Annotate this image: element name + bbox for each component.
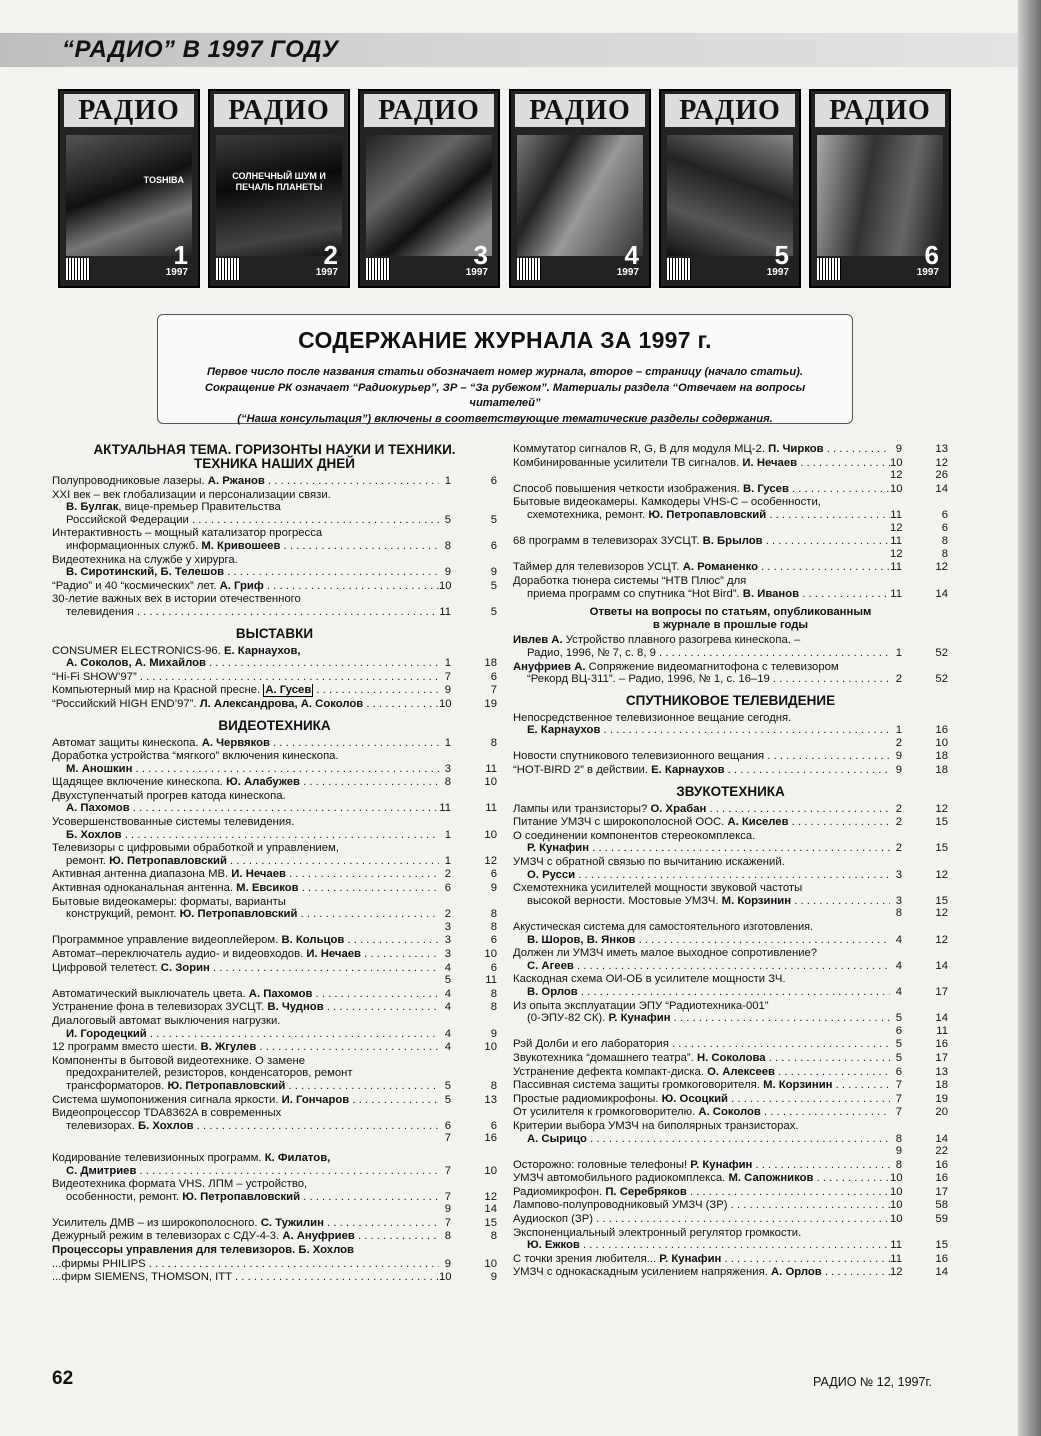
section-title-topical: [52, 443, 497, 471]
toc-entry: Комбинированные усилители ТВ сигналов. И. Нечаев . . . 10 12 12 26: [513, 457, 948, 482]
magazine-cover-4: [509, 89, 651, 288]
page-header-title: “РАДИО” В 1997 ГОДУ: [62, 36, 339, 63]
toc-entry: Из опыта эксплуатации ЭПУ “Радиотехника-001” (0-ЭПУ-82 СК). Р. Кунафин . . . 5 14 6 11: [513, 1000, 948, 1038]
toc-entry: 30-летие важных вех в истории отечественного телевидения . . . 11 5: [52, 593, 497, 618]
toc-entry: Каскодная схема ОИ-ОБ в усилителе мощности ЗЧ. В. Орлов . . . 4 17: [513, 973, 948, 998]
cover-number: 4 1997: [616, 240, 639, 278]
toc-entry: Аудиоскоп (ЗР) . . . 10 59: [513, 1213, 948, 1226]
toc-entry-heading: Процессоры управления для телевизоров. Б. Хохлов: [52, 1244, 354, 1257]
magazine-cover-1: [58, 89, 200, 288]
toc-entry: Дежурный режим в телевизорах с СДУ-4-3. А. Ануфриев . . . 8 8: [52, 1230, 497, 1243]
toc-entry: Схемотехника усилителей мощности звуковой частоты высокой верности. Мостовые УМЗЧ. М. Корзинин . . . 3 15 8 12: [513, 882, 948, 920]
toc-note-line: (“Наша консультация”) включены в соответствующие тематические разделы содержания.: [237, 412, 773, 425]
barcode-icon: [817, 258, 841, 280]
toc-entry: Телевизоры с цифровыми обработкой и управлением, ремонт. Ю. Петропавловский . . . 1 12: [52, 842, 497, 867]
toc-entry: Система шумопонижения сигнала яркости. И. Гончаров . . . 5 13: [52, 1094, 497, 1107]
toc-entry: Таймер для телевизоров УСЦТ. А. Романенко . . . 11 12: [513, 561, 948, 574]
barcode-icon: [66, 258, 90, 280]
toc-entry: Осторожно: головные телефоны! Р. Кунафин . . . 8 16: [513, 1159, 948, 1172]
section-title-satellite: СПУТНИКОВОЕ ТЕЛЕВИДЕНИЕ: [625, 692, 836, 708]
toc-entry: Кодирование телевизионных программ. К. Филатов, С. Дмитриев . . . 7 10: [52, 1152, 497, 1177]
issue-footer: РАДИО № 12, 1997г.: [813, 1375, 932, 1389]
toc-entry: Активная одноканальная антенна. М. Евсиков . . . 6 9: [52, 882, 497, 895]
section-title-line: ТЕХНИКА НАШИХ ДНЕЙ: [193, 456, 356, 471]
toc-entry: Активная антенна диапазона МВ. И. Нечаев . . . 2 6: [52, 868, 497, 881]
toc-entry: Способ повышения четкости изображения. В. Гусев . . . 10 14: [513, 483, 948, 496]
toc-note-line: Сокращение РК означает “Радиокурьер”, ЗР – “За рубежом”. Материалы раздела “Отвечаем на вопросы читателей”: [204, 381, 806, 409]
toc-entry: Автомат защиты кинескопа. А. Червяков . . . 1 8: [52, 737, 497, 750]
toc-entry: Диалоговый автомат выключения нагрузки. И. Городецкий . . . 4 9: [52, 1015, 497, 1040]
section-title-exhibitions: ВЫСТАВКИ: [235, 625, 314, 641]
barcode-icon: [667, 258, 691, 280]
cover-masthead: РАДИО: [665, 94, 795, 127]
toc-entry: Автоматический выключатель цвета. А. Пахомов . . . 4 8: [52, 988, 497, 1001]
toc-entry: УМЗЧ с однокаскадным усилением напряжения. А. Орлов . . . 12 14: [513, 1266, 948, 1279]
toc-entry: Лампово-полупроводниковый УМЗЧ (ЗР) . . . 10 58: [513, 1199, 948, 1212]
cover-masthead: РАДИО: [815, 94, 945, 127]
section-title-line: АКТУАЛЬНАЯ ТЕМА. ГОРИЗОНТЫ НАУКИ И ТЕХНИКИ.: [93, 442, 456, 457]
toc-entry: УМЗЧ автомобильного радиокомплекса. М. Сапожников . . . 10 16: [513, 1172, 948, 1185]
toc-entry: Лампы или транзисторы? О. Храбан . . . 2 12: [513, 803, 948, 816]
toc-entry: Пассивная система защиты громкоговорителя. М. Корзинин . . . 7 18: [513, 1079, 948, 1092]
toc-entry: XXI век – век глобализации и персонализации связи. В. Булгак, вице-премьер Правительства Российской Федерации . . . 5 5: [52, 489, 497, 527]
toc-entry: Программное управление видеоплейером. В. Кольцов . . . 3 6: [52, 934, 497, 947]
toc-column-right: [513, 443, 948, 1280]
toc-entry: Усилитель ДМВ – из широкополосного. С. Тужилин . . . 7 15: [52, 1217, 497, 1230]
barcode-icon: [366, 258, 390, 280]
toc-entry: Звукотехника “домашнего театра”. Н. Соколова . . . 5 17: [513, 1052, 948, 1065]
toc-entry: Видеопроцессор TDA8362A в современных телевизорах. Б. Хохлов . . . 6 6 7 16: [52, 1107, 497, 1145]
subsection-title-line: Ответы на вопросы по статьям, опубликованным: [589, 606, 872, 619]
cover-masthead: РАДИО: [515, 94, 645, 127]
toc-entry: ...фирм SIEMENS, THOMSON, ITT . . . 10 9: [52, 1271, 497, 1284]
toc-entry: Должен ли УМЗЧ иметь малое выходное сопротивление? С. Агеев . . . 4 14: [513, 947, 948, 972]
toc-entry: УМЗЧ с обратной связью по вычитанию искажений. О. Русси . . . 3 12: [513, 856, 948, 881]
cover-headline: TOSHIBA: [143, 175, 184, 185]
cover-number: 6 1997: [916, 240, 939, 278]
toc-entry: 68 программ в телевизорах 3УСЦТ. В. Брылов . . . 11 8 12 8: [513, 535, 948, 560]
barcode-icon: [517, 258, 541, 280]
toc-entry: О соединении компонентов стереокомплекса. Р. Кунафин . . . 2 15: [513, 830, 948, 855]
cover-number: 3 1997: [465, 240, 488, 278]
toc-entry: Устранение фона в телевизорах 3УСЦТ. В. Чуднов . . . 4 8: [52, 1001, 497, 1014]
toc-entry: Бытовые видеокамеры. Камкодеры VHS-C – особенности, схемотехника, ремонт. Ю. Петропавловский . . . 11 6 12 6: [513, 496, 948, 534]
toc-entry: Простые радиомикрофоны. Ю. Осоцкий . . . 7 19: [513, 1093, 948, 1106]
toc-entry: Компьютерный мир на Красной пресне. А. Гусев . . . 9 7: [52, 684, 497, 697]
toc-entry: Доработка устройства “мягкого” включения кинескопа. М. Аношкин . . . 3 11: [52, 750, 497, 775]
magazine-cover-2: [208, 89, 350, 288]
toc-entry: Ивлев А. Устройство плавного разогрева кинескопа. – Радио, 1996, № 7, с. 8, 9 . . . 1 52: [513, 634, 948, 659]
section-title-video: ВИДЕОТЕХНИКА: [218, 717, 331, 733]
toc-entry: Видеотехника формата VHS. ЛПМ – устройство, особенности, ремонт. Ю. Петропавловский . . . 7 12 9 14: [52, 1178, 497, 1216]
cover-image: [817, 135, 943, 256]
toc-entry: Рэй Долби и его лаборатория . . . 5 16: [513, 1038, 948, 1051]
toc-entry: Бытовые видеокамеры: форматы, варианты конструкций, ремонт. Ю. Петропавловский . . . 2 8 3 8: [52, 896, 497, 934]
toc-entry: Видеотехника на службе у хирурга. В. Сиротинский, Б. Телешов . . . 9 9: [52, 554, 497, 579]
toc-entry: Критерии выбора УМЗЧ на биполярных транзисторах. А. Сырицо . . . 8 14 9 22: [513, 1120, 948, 1158]
toc-entry: Новости спутникового телевизионного вещания . . . 9 18: [513, 750, 948, 763]
cover-image: [517, 135, 643, 256]
toc-entry: ...фирмы PHILIPS . . . 9 10: [52, 1258, 497, 1271]
toc-entry: Устранение дефекта компакт-диска. О. Алексеев . . . 6 13: [513, 1066, 948, 1079]
toc-entry: Компоненты в бытовой видеотехнике. О замене предохранителей, резисторов, конденсаторов, ремонт трансформаторов. Ю. Петропавловский . . . 5 8: [52, 1055, 497, 1093]
cover-number: 5 1997: [766, 240, 789, 278]
magazine-cover-6: [809, 89, 951, 288]
toc-entry: Цифровой телетест. С. Зорин . . . 4 6 5 11: [52, 962, 497, 987]
cover-masthead: РАДИО: [214, 94, 344, 127]
toc-entry: Двухступенчатый прогрев катода кинескопа. А. Пахомов . . . 11 11: [52, 790, 497, 815]
cover-masthead: РАДИО: [64, 94, 194, 127]
toc-entry: Ануфриев А. Сопряжение видеомагнитофона с телевизором “Рекорд ВЦ-311”. – Радио, 1996, № 1, с. 16–19 . . . 2 52: [513, 661, 948, 686]
toc-entry: 12 программ вместо шести. В. Жгулев . . . 4 10: [52, 1041, 497, 1054]
toc-entry: Автомат–переключатель аудио- и видеовходов. И. Нечаев . . . 3 10: [52, 948, 497, 961]
toc-entry: Питание УМЗЧ с широкополосной ООС. А. Киселев . . . 2 15: [513, 816, 948, 829]
cover-image: [216, 135, 342, 256]
toc-header-box: [157, 314, 853, 424]
toc-entry: “Радио” и 40 “космических” лет. А. Гриф . . . 10 5: [52, 580, 497, 593]
page-number: 62: [52, 1368, 74, 1389]
toc-entry: CONSUMER ELECTRONICS-96. Е. Карнаухов, А. Соколов, А. Михайлов . . . 1 18: [52, 645, 497, 670]
subsection-title-line: в журнале в прошлые годы: [652, 618, 809, 631]
subsection-title-answers: [513, 606, 948, 631]
toc-entry: Усовершенствованные системы телевидения. Б. Хохлов . . . 1 10: [52, 816, 497, 841]
toc-entry: “Российский HIGH END’97”. Л. Александрова, А. Соколов . . . 10 19: [52, 698, 497, 711]
toc-entry: Доработка тюнера системы “НТВ Плюс” для приема программ со спутника “Hot Bird”. В. Иванов . . . 11 14: [513, 575, 948, 600]
barcode-icon: [216, 258, 240, 280]
toc-entry: Интерактивность – мощный катализатор прогресса информационных служб. М. Кривошеев . . . 8 6: [52, 527, 497, 552]
page-edge-shadow: [1018, 0, 1041, 1436]
toc-entry: Коммутатор сигналов R, G, B для модуля МЦ-2. П. Чирков . . . 9 13: [513, 443, 948, 456]
toc-note: [168, 365, 842, 427]
toc-column-left: [52, 443, 497, 1285]
section-title-audio: ЗВУКОТЕХНИКА: [676, 783, 785, 799]
cover-number: 2 1997: [315, 240, 338, 278]
magazine-covers-strip: [58, 89, 951, 288]
toc-entry: Экспоненциальный электронный регулятор громкости. Ю. Ежков . . . 11 15: [513, 1227, 948, 1252]
toc-entry: Радиомикрофон. П. Серебряков . . . 10 17: [513, 1186, 948, 1199]
cover-image: [366, 135, 492, 256]
cover-image: [667, 135, 793, 256]
cover-image: [66, 135, 192, 256]
cover-masthead: РАДИО: [364, 94, 494, 127]
toc-entry: Полупроводниковые лазеры. А. Ржанов . . . 1 6: [52, 475, 497, 488]
toc-entry: “HOT-BIRD 2” в действии. Е. Карнаухов . . . 9 18: [513, 764, 948, 777]
toc-entry: Непосредственное телевизионное вещание сегодня. Е. Карнаухов . . . 1 16 2 10: [513, 712, 948, 750]
cover-number: 1 1997: [165, 240, 188, 278]
toc-entry: Щадящее включение кинескопа. Ю. Алабужев . . . 8 10: [52, 776, 497, 789]
toc-entry: От усилителя к громкоговорителю. А. Соколов . . . 7 20: [513, 1106, 948, 1119]
cover-headline: СОЛНЕЧНЫЙ ШУМ И ПЕЧАЛЬ ПЛАНЕТЫ: [232, 171, 326, 192]
toc-note-line: Первое число после названия статьи обозначает номер журнала, второе – страницу (начало статьи).: [206, 366, 804, 378]
toc-entry: С точки зрения любителя... Р. Кунафин . . . 11 16: [513, 1253, 948, 1266]
magazine-cover-3: [358, 89, 500, 288]
magazine-cover-5: [659, 89, 801, 288]
toc-title: СОДЕРЖАНИЕ ЖУРНАЛА ЗА 1997 г.: [298, 327, 712, 353]
toc-entry: Акустическая система для самостоятельного изготовления. В. Шоров, В. Янков . . . 4 12: [513, 921, 948, 946]
toc-entry: “Hi-Fi SHOW’97” . . . 7 6: [52, 671, 497, 684]
